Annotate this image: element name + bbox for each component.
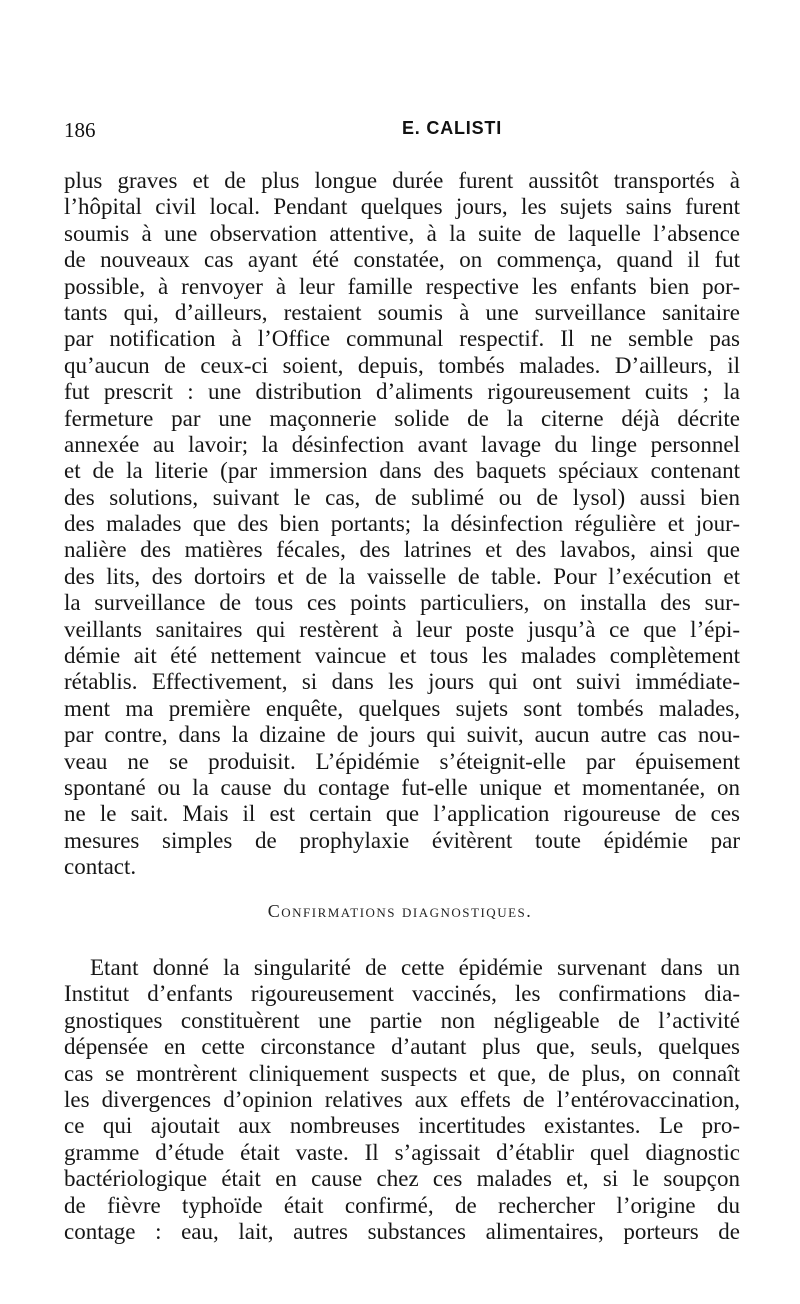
- text-line: annexée au lavoir; la désinfection avant lavage du linge personnel: [64, 431, 740, 457]
- text-line: l’hôpital civil local. Pendant quelques jours, les sujets sains furent: [64, 194, 740, 220]
- text-line: démie ait été nettement vaincue et tous les malades complètement: [64, 643, 740, 669]
- text-line: plus graves et de plus longue durée furent aussitôt transportés à: [64, 168, 740, 193]
- text-line: gramme d’étude était vaste. Il s’agissait d’établir quel diagnostic: [64, 1139, 740, 1165]
- section-heading: Confirmations diagnostiques.: [267, 901, 533, 921]
- text-line: bactériologique était en cause chez ces malades et, si le soupçon: [64, 1166, 740, 1192]
- text-line: cas se montrèrent cliniquement suspects et que, de plus, on connaît: [64, 1060, 740, 1086]
- text-line: de fièvre typhoïde était confirmé, de rechercher l’origine du: [64, 1192, 740, 1218]
- text-line: contage : eau, lait, autres substances alimentaires, porteurs de: [64, 1218, 740, 1244]
- text-line: possible, à renvoyer à leur famille respective les enfants bien por-: [64, 273, 740, 299]
- text-line: de nouveaux cas ayant été constatée, on commença, quand il fut: [64, 247, 740, 273]
- text-line: veillants sanitaires qui restèrent à leur poste jusqu’à ce que l’épi-: [64, 616, 740, 642]
- text-line: dépensée en cette circonstance d’autant plus que, seuls, quelques: [64, 1034, 740, 1060]
- text-line: contact.: [64, 854, 137, 880]
- text-line: ment ma première enquête, quelques sujets sont tombés malades,: [64, 695, 740, 721]
- page-number: 186: [64, 118, 96, 142]
- text-line: par notification à l’Office communal respectif. Il ne semble pas: [64, 326, 740, 352]
- text-line: qu’aucun de ceux-ci soient, depuis, tombés malades. D’ailleurs, il: [64, 352, 740, 378]
- text-line: des lits, des dortoirs et de la vaisselle de table. Pour l’exécution et: [64, 563, 740, 589]
- text-line: les divergences d’opinion relatives aux effets de l’entérovaccination,: [64, 1086, 740, 1112]
- text-line: des solutions, suivant le cas, de sublimé ou de lysol) aussi bien: [64, 484, 740, 510]
- text-line: soumis à une observation attentive, à la suite de laquelle l’absence: [64, 220, 740, 246]
- text-line: par contre, dans la dizaine de jours qui suivit, aucun autre cas nou-: [64, 722, 740, 748]
- running-head: E. CALISTI: [402, 118, 503, 138]
- paragraph-continuation: [64, 168, 740, 881]
- text-line: et de la literie (par immersion dans des baquets spéciaux contenant: [64, 458, 740, 484]
- text-line: rétablis. Effectivement, si dans les jours qui ont suivi immédiate-: [64, 669, 740, 695]
- page-header: [64, 118, 740, 148]
- text-line: mesures simples de prophylaxie évitèrent toute épidémie par: [64, 827, 740, 853]
- text-line: Institut d’enfants rigoureusement vaccinés, les confirmations dia-: [64, 981, 740, 1007]
- text-line: veau ne se produisit. L’épidémie s’éteignit-elle par épuisement: [64, 748, 740, 774]
- text-line: tants qui, d’ailleurs, restaient soumis à une surveillance sanitaire: [64, 299, 740, 325]
- text-line: la surveillance de tous ces points particuliers, on installa des sur-: [64, 590, 740, 616]
- text-line: spontané ou la cause du contage fut-elle unique et momentanée, on: [64, 774, 740, 800]
- text-line: ne le sait. Mais il est certain que l’application rigoureuse de ces: [64, 801, 740, 827]
- paragraph: [64, 955, 740, 1245]
- text-line: nalière des matières fécales, des latrines et des lavabos, ainsi que: [64, 537, 740, 563]
- text-line: des malades que des bien portants; la désinfection régulière et jour-: [64, 511, 740, 537]
- text-line: ce qui ajoutait aux nombreuses incertitudes existantes. Le pro-: [64, 1113, 740, 1139]
- text-line: fut prescrit : une distribution d’aliments rigoureusement cuits ; la: [64, 379, 740, 405]
- text-line: gnostiques constituèrent une partie non négligeable de l’activité: [64, 1007, 740, 1033]
- text-line: Etant donné la singularité de cette épidémie survenant dans un: [90, 955, 740, 980]
- text-line: fermeture par une maçonnerie solide de la citerne déjà décrite: [64, 405, 740, 431]
